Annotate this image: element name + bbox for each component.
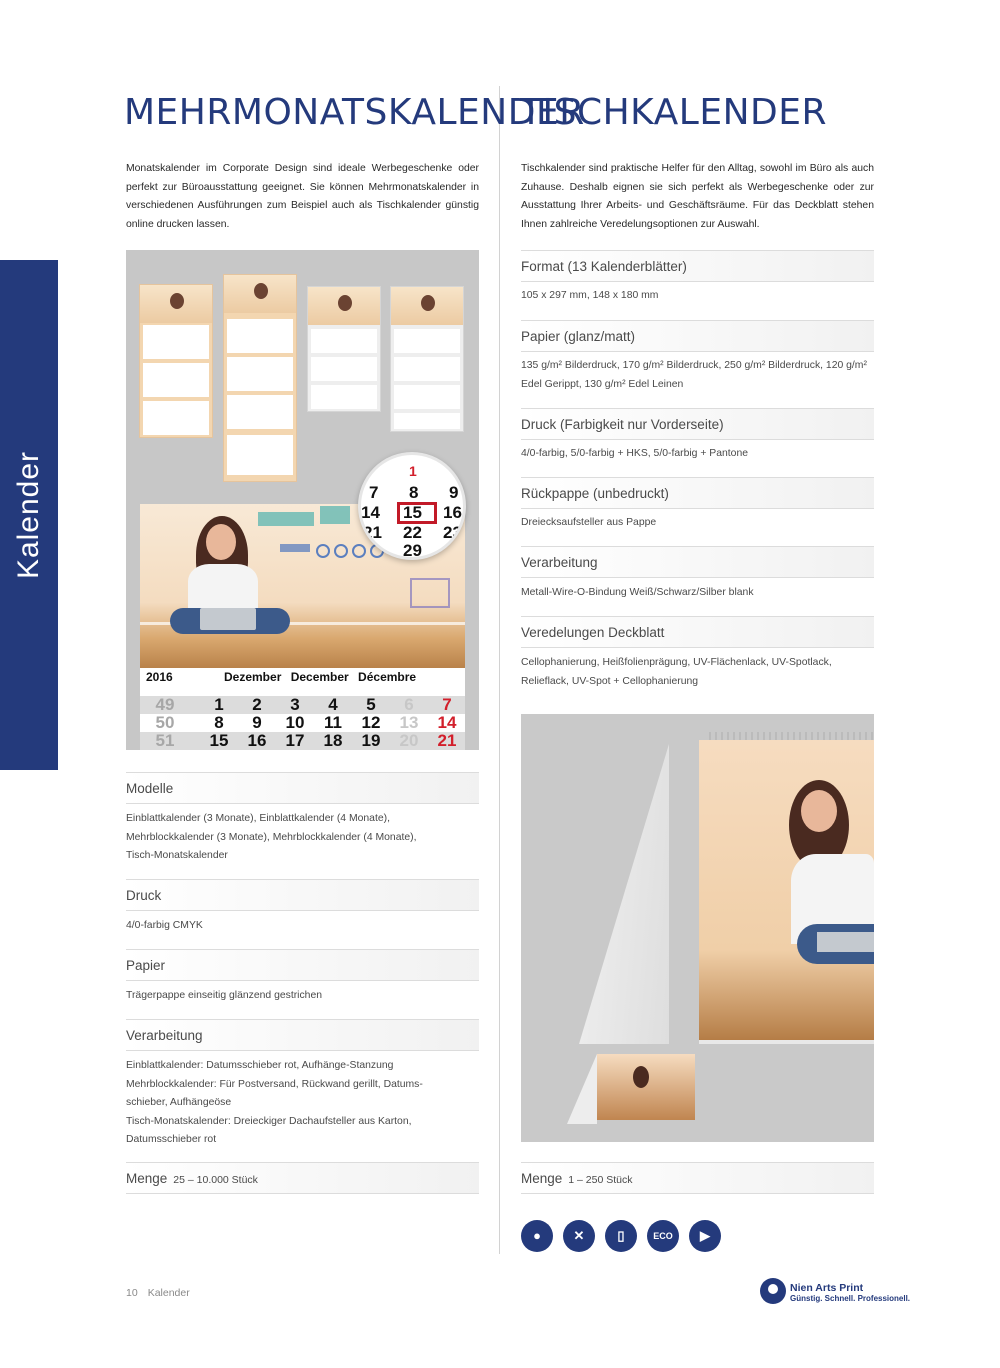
calendar-day: 14 bbox=[437, 713, 457, 732]
menge-label: Menge bbox=[126, 1171, 168, 1186]
right-heading-veredelungen: Veredelungen Deckblatt bbox=[521, 616, 874, 648]
calendar-day: 20 bbox=[399, 731, 419, 750]
magnifier-day: 15 bbox=[403, 503, 422, 522]
calendar-day: 1 bbox=[214, 695, 224, 714]
mini-calendar-4 bbox=[390, 286, 464, 432]
body-line: Datumsschieber rot bbox=[126, 1134, 217, 1146]
magnifier-day: 14 bbox=[361, 503, 380, 522]
right-heading-verarbeitung: Verarbeitung bbox=[521, 546, 874, 578]
week-number: 50 bbox=[155, 713, 175, 732]
calendar-day: 17 bbox=[285, 731, 305, 750]
calendar-day: 4 bbox=[328, 695, 338, 714]
week-number: 51 bbox=[155, 731, 175, 750]
calendar-week-row bbox=[140, 696, 465, 714]
wall-calendar-photo bbox=[126, 250, 479, 750]
left-menge bbox=[126, 1162, 479, 1194]
calendar-day: 9 bbox=[252, 713, 262, 732]
right-intro: Tischkalender sind praktische Helfer für den Alltag, sowohl im Büro als auch Zuhause. Deshalb eignen sie sich perfekt als Werbegeschenke oder zur Ausstattung Ihrer Arbeits- und Geschäftsräume. Für das Deckblatt stehen Ihnen zahlreiche Veredelungsoptionen zur Auswahl. bbox=[521, 163, 874, 230]
calendar-day: 6 bbox=[404, 695, 414, 714]
magnifier-day: 29 bbox=[403, 541, 422, 560]
calendar-day: 10 bbox=[285, 713, 305, 732]
date-slider-marker bbox=[397, 502, 437, 524]
menge-label: Menge bbox=[521, 1171, 563, 1186]
body-line: Tisch-Monatskalender: Dreieckiger Dachaufsteller aus Karton, bbox=[126, 1115, 412, 1127]
magnifier-day: 1 bbox=[409, 463, 417, 479]
left-body-verarbeitung bbox=[126, 1057, 479, 1150]
desk-calendar-photo bbox=[521, 714, 874, 1142]
document-icon: ▯ bbox=[605, 1220, 637, 1252]
calendar-day: 8 bbox=[214, 713, 224, 732]
left-heading-papier: Papier bbox=[126, 949, 479, 981]
mini-calendar-2 bbox=[223, 274, 297, 482]
right-heading-druck: Druck (Farbigkeit nur Vorderseite) bbox=[521, 408, 874, 440]
magnifier-day: 22 bbox=[403, 523, 422, 542]
side-chapter-tab bbox=[0, 260, 58, 770]
right-body-papier: 135 g/m² Bilderdruck, 170 g/m² Bilderdruck, 250 g/m² Bilderdruck, 120 g/m² Edel Gerippt, 130 g/m² Edel Leinen bbox=[521, 360, 867, 390]
right-heading-format: Format (13 Kalenderblätter) bbox=[521, 250, 874, 282]
calendar-week-row bbox=[140, 732, 465, 750]
logo-mark-icon bbox=[760, 1278, 786, 1304]
page-number: 10 bbox=[126, 1287, 138, 1299]
page-footer bbox=[126, 1287, 190, 1299]
calendar-day: 19 bbox=[361, 731, 381, 750]
calendar-day: 5 bbox=[366, 695, 376, 714]
magnifier-day: 21 bbox=[363, 523, 382, 542]
body-line: Mehrblockkalender: Für Postversand, Rückwand gerillt, Datums- bbox=[126, 1078, 423, 1090]
ink-drop-icon: ● bbox=[521, 1220, 553, 1252]
logo-slogan: Günstig. Schnell. Professionell. bbox=[790, 1294, 911, 1303]
calendar-week-row bbox=[140, 714, 465, 732]
eco-icon: ECO bbox=[647, 1220, 679, 1252]
body-line: Einblattkalender: Datumsschieber rot, Aufhänge-Stanzung bbox=[126, 1060, 394, 1071]
left-body-druck: 4/0-farbig CMYK bbox=[126, 920, 203, 931]
magnifier-day: 8 bbox=[409, 483, 419, 502]
logo-name: Nien Arts Print bbox=[790, 1282, 864, 1294]
date-slider-magnifier bbox=[358, 452, 466, 560]
mini-calendar-1 bbox=[139, 284, 213, 438]
mini-calendar-3 bbox=[307, 286, 381, 412]
calendar-day: 16 bbox=[247, 731, 267, 750]
menge-value: 1 – 250 Stück bbox=[568, 1174, 633, 1186]
calendar-day: 3 bbox=[290, 695, 300, 714]
right-heading-papier: Papier (glanz/matt) bbox=[521, 320, 874, 352]
side-chapter-label: Kalender bbox=[12, 450, 45, 580]
magnifier-day: 7 bbox=[369, 483, 379, 502]
left-heading-verarbeitung: Verarbeitung bbox=[126, 1019, 479, 1051]
calendar-day: 18 bbox=[323, 731, 343, 750]
tools-icon: ✕ bbox=[563, 1220, 595, 1252]
left-heading-modelle: Modelle bbox=[126, 772, 479, 804]
calendar-day: 11 bbox=[324, 713, 342, 732]
calendar-day: 12 bbox=[361, 713, 381, 732]
calendar-year: 2016 bbox=[146, 670, 173, 684]
right-title: TISCHKALENDER bbox=[520, 92, 827, 133]
right-body-format: 105 x 297 mm, 148 x 180 mm bbox=[521, 290, 659, 301]
menge-value: 25 – 10.000 Stück bbox=[173, 1174, 258, 1186]
right-body-verarbeitung: Metall-Wire-O-Bindung Weiß/Schwarz/Silber blank bbox=[521, 587, 754, 598]
calendar-day: 7 bbox=[442, 695, 452, 714]
company-logo bbox=[760, 1278, 920, 1310]
delivery-truck-icon: ▶ bbox=[689, 1220, 721, 1252]
footer-section: Kalender bbox=[147, 1287, 190, 1299]
column-divider bbox=[499, 86, 500, 1254]
week-number: 49 bbox=[155, 695, 175, 714]
left-title: MEHRMONATSKALENDER bbox=[124, 92, 585, 133]
left-intro: Monatskalender im Corporate Design sind ideale Werbegeschenke oder perfekt zur Büroausstattung geeignet. Sie können Mehrmonatskalender in verschiedenen Ausführungen zum Beispiel auch als Tischkalender günstig online drucken lassen. bbox=[126, 163, 479, 230]
right-body-rueckpappe: Dreiecksaufsteller aus Pappe bbox=[521, 517, 657, 528]
right-menge bbox=[521, 1162, 874, 1194]
calendar-day: 15 bbox=[209, 731, 229, 750]
calendar-grid-preview bbox=[140, 668, 465, 750]
calendar-day: 21 bbox=[437, 731, 457, 750]
calendar-month: Dezember December Décembre bbox=[224, 670, 417, 684]
magnifier-day: 9 bbox=[449, 483, 459, 502]
feature-icons bbox=[521, 1220, 731, 1254]
right-body-veredelungen: Cellophanierung, Heißfolienprägung, UV-Flächenlack, UV-Spotlack, Relieflack, UV-Spot + Cellophanierung bbox=[521, 657, 832, 687]
left-heading-druck: Druck bbox=[126, 879, 479, 911]
calendar-day: 13 bbox=[399, 713, 419, 732]
body-line: schieber, Aufhängeöse bbox=[126, 1097, 232, 1109]
right-body-druck: 4/0-farbig, 5/0-farbig + HKS, 5/0-farbig + Pantone bbox=[521, 448, 748, 459]
magnifier-day: 16 bbox=[443, 503, 462, 522]
right-heading-rueckpappe: Rückpappe (unbedruckt) bbox=[521, 477, 874, 509]
left-body-modelle: Einblattkalender (3 Monate), Einblattkalender (4 Monate), Mehrblockkalender (3 Monate), Mehrblockkalender (4 Monate), Tisch-Monatskalender bbox=[126, 813, 417, 862]
magnifier-day: 23 bbox=[443, 523, 462, 542]
calendar-day: 2 bbox=[252, 695, 262, 714]
left-body-papier: Trägerpappe einseitig glänzend gestrichen bbox=[126, 990, 323, 1001]
